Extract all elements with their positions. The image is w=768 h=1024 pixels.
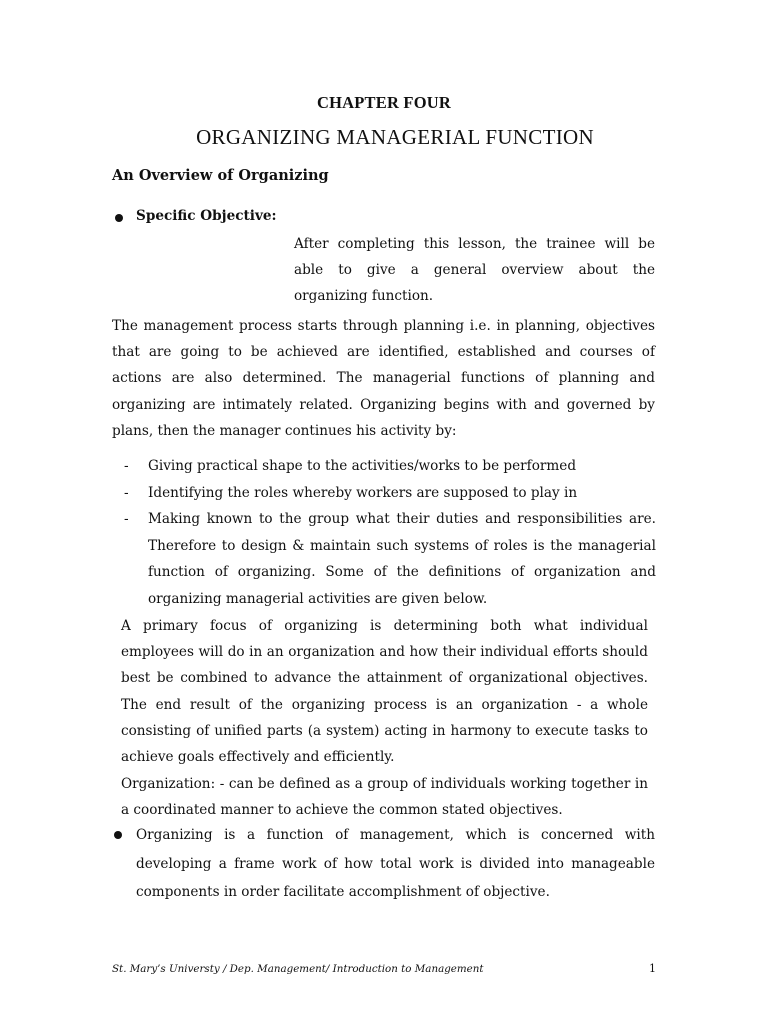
page-title: ORGANIZING MANAGERIAL FUNCTION [196,125,594,149]
bullet-paragraph: Organizing is a function of management, which is concerned with developing a frame work of how total work is divided into manageable components in order facilitate accomplishment of objective. [136,827,655,900]
list-item [124,480,656,507]
dash-list [124,453,656,612]
objective-text: After completing this lesson, the trainee will be able to give a general overview about the organizing function. [294,236,655,304]
list-item-text: Making known to the group what their duties and responsibilities are. Therefore to design & maintain such systems of roles is the managerial function of organizing. Some of the definitions of organization and organizing managerial activities are given below. [148,511,656,607]
chapter-label: CHAPTER FOUR [317,93,451,112]
footer-source: St. Mary’s Universty / Dep. Management/ Introduction to Management [112,963,484,975]
section-heading: An Overview of Organizing [112,167,329,184]
objective-label: Specific Objective: [136,208,277,224]
bullet-icon [114,831,122,839]
bullet-icon [115,214,123,222]
dash-marker: - [124,511,129,527]
page-number: 1 [649,962,656,975]
list-item [124,453,656,480]
list-item-text: Giving practical shape to the activities/works to be performed [148,458,577,474]
intro-paragraph: The management process starts through planning i.e. in planning, objectives that are going to be achieved are identified, established and courses of actions are also determined. The managerial functions of planning and organizing are intimately related. Organizing begins with and governed by plans, then the manager continues his activity by: [112,318,655,439]
dash-marker: - [124,458,129,474]
list-item [124,506,656,612]
dash-marker: - [124,484,129,501]
focus-paragraph: A primary focus of organizing is determining both what individual employees will do in an organization and how their individual efforts should best be combined to advance the attainment of organizational objectives. The end result of the organizing process is an organization - a whole consisting of unified parts (a system) acting in harmony to execute tasks to achieve goals effectively and efficiently. [121,618,648,766]
list-item-text: Identifying the roles whereby workers are supposed to play in [148,484,578,501]
definition-paragraph: Organization: - can be defined as a group of individuals working together in a coordinated manner to achieve the common stated objectives. [121,776,648,819]
